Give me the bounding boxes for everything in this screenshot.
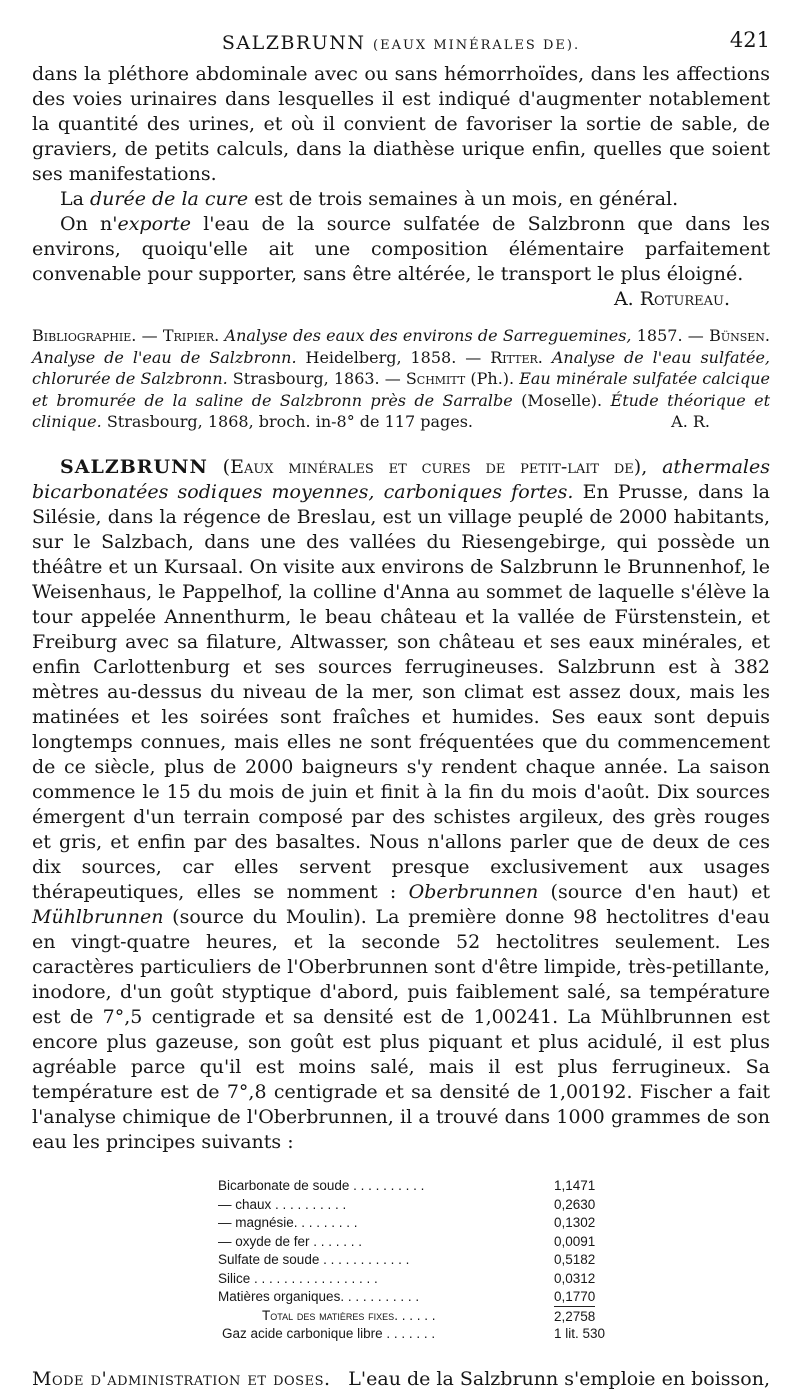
analysis-row-label: Sulfate de soude . . . . . . . . . . . . [218,1252,410,1268]
paragraph-duration: La durée de la cure est de trois semaines à un mois, en général. [60,188,679,210]
analysis-row-label: Matières organiques. . . . . . . . . . . [218,1289,420,1305]
document-page [32,22,770,1392]
analysis-row-value: 0,1302 [554,1215,596,1231]
section-footer-line [32,1367,770,1392]
running-title-paren: (EAUX MINÉRALES DE). [373,38,581,53]
analysis-row-value: 1,1471 [554,1178,596,1194]
analysis-row-value: 0,2630 [554,1196,596,1212]
paragraph-continuation: dans la pléthore abdominale avec ou sans hémorrhoïdes, dans les affections des voies urinaires dans lesquelles il est indiqué d'augmenter notablement la quantité des urines, et où il convient de favoriser la sortie de sable, de graviers, de petits calculs, dans la diathèse urique enfin, quelles que soient ses manifestations. [32,63,770,185]
analysis-row-value: 0,1770 [554,1289,596,1305]
analysis-row-label: Silice . . . . . . . . . . . . . . . . . [218,1270,378,1286]
analysis-row-label: — oxyde de fer . . . . . . . [218,1233,363,1249]
analysis-row-label: Bicarbonate de soude . . . . . . . . . . [218,1178,425,1194]
analysis-row [218,1232,634,1251]
analysis-row [218,1214,634,1233]
section-text: L'eau de la Salzbrunn s'emploie en boisson, [348,1368,770,1390]
analysis-row [218,1195,634,1214]
analysis-row-value: 0,0091 [554,1233,596,1249]
bibliography-signature: A. R. [671,412,710,431]
analysis-row [218,1251,634,1270]
bibliography: Bibliographie. — Tripier. Analyse des eaux des environs de Sarreguemines, 1857. — Bünsen. Analyse de l'eau de Salzbronn. Heidelberg, 1858. — Ritter. Analyse de l'eau sulfatée, chlorurée de Salzbronn. Strasbourg, 1863. — Schmitt (Ph.). Eau minérale sulfatée calcique et bromurée de la saline de Salzbronn près de Sarralbe (Moselle). Étude théorique et clinique. Strasbourg, 1868, broch. in-8° de 117 pages. A. R. [32,326,771,431]
analysis-total-row: Total des matières fixes. . . . . . 2,2758 [262,1307,596,1325]
bibliography-label: Bibliographie. [32,326,137,345]
analysis-row-value: 0,0312 [554,1270,596,1286]
analysis-row [218,1288,634,1307]
running-header [32,22,770,62]
running-title-main: SALZBRUNN [221,32,366,54]
running-title [32,32,770,54]
analysis-row-value: 0,5182 [554,1252,596,1268]
analysis-row [218,1177,634,1196]
analysis-table [218,1177,634,1344]
article-headword: SALZBRUNN [60,455,208,478]
analysis-row-label: — chaux . . . . . . . . . . [218,1196,347,1212]
section-heading: Mode d'administration et doses. [32,1368,331,1390]
paragraph-export: On n'exporte l'eau de la source sulfatée de Salzbronn que dans les environs, quoiqu'elle ait une composition élémentaire parfaitement convenable pour supporter, sans être altérée, le transport le plus éloigné. A. Rotureau. [32,213,770,310]
analysis-gas-row: Gaz acide carbonique libre . . . . . . . 1 lit. 530 [222,1326,606,1342]
analysis-row-label: — magnésie. . . . . . . . . [218,1215,358,1231]
analysis-row [218,1269,634,1288]
author-signature: A. Rotureau. [613,288,730,310]
article-salzbrunn: SALZBRUNN (Eaux minérales et cures de petit-lait de), athermales bicarbonatées sodiques moyennes, carboniques fortes. En Prusse, dans la Silésie, dans la régence de Breslau, est un village peuplé de 2000 habitants, sur le Salzbach, dans une des vallées du Riesengebirge, qui possède un théâtre et un Kursaal. On visite aux environs de Salzbrunn le Brunnenhof, le Weisenhaus, le Pappelhof, la colline d'Anna au sommet de laquelle s'élève la tour appelée Annenthurm, le beau château et la vallée de Fürstenstein, et Freiburg avec sa filature, Altwasser, son château et ses eaux minérales, et enfin Carlottenburg et ses sources ferrugineuses. Salzbrunn est à 382 mètres au-dessus du niveau de la mer, son climat est assez doux, mais les matinées et les soirées sont fraîches et humides. Ses eaux sont depuis longtemps connues, mais elles ne sont fréquentées que du commencement de ce siècle, plus de 2000 baigneurs s'y rendent chaque année. La saison commence le 15 du mois de juin et finit à la fin du mois d'août. Dix sources émergent d'un terrain composé par des schistes argileux, des grès rouges et gris, et enfin par des basaltes. Nous n'allons parler que de deux de ces dix sources, car elles servent presque exclusivement aux usages thérapeutiques, elles se nomment : Oberbrunnen (source d'en haut) et Mühlbrunnen (source du Moulin). La première donne 98 hectolitres d'eau en vingt-quatre heures, et la seconde 52 hectolitres seulement. Les caractères particuliers de l'Oberbrunnen sont d'être limpide, très-petillante, inodore, d'un goût styptique d'abord, puis faiblement salé, sa température est de 7°,5 centigrade et sa densité est de 1,00241. La Mühlbrunnen est encore plus gazeuse, son goût est plus piquant et plus acidulé, il est plus agréable parce qu'il est moins salé, mais il est plus ferrugineux. Sa température est de 7°,8 centigrade et sa densité de 1,00192. Fischer a fait l'analyse chimique de l'Oberbrunnen, il a trouvé dans 1000 grammes de son eau les principes suivants : [32,455,771,1153]
page-number: 421 [729,28,770,52]
